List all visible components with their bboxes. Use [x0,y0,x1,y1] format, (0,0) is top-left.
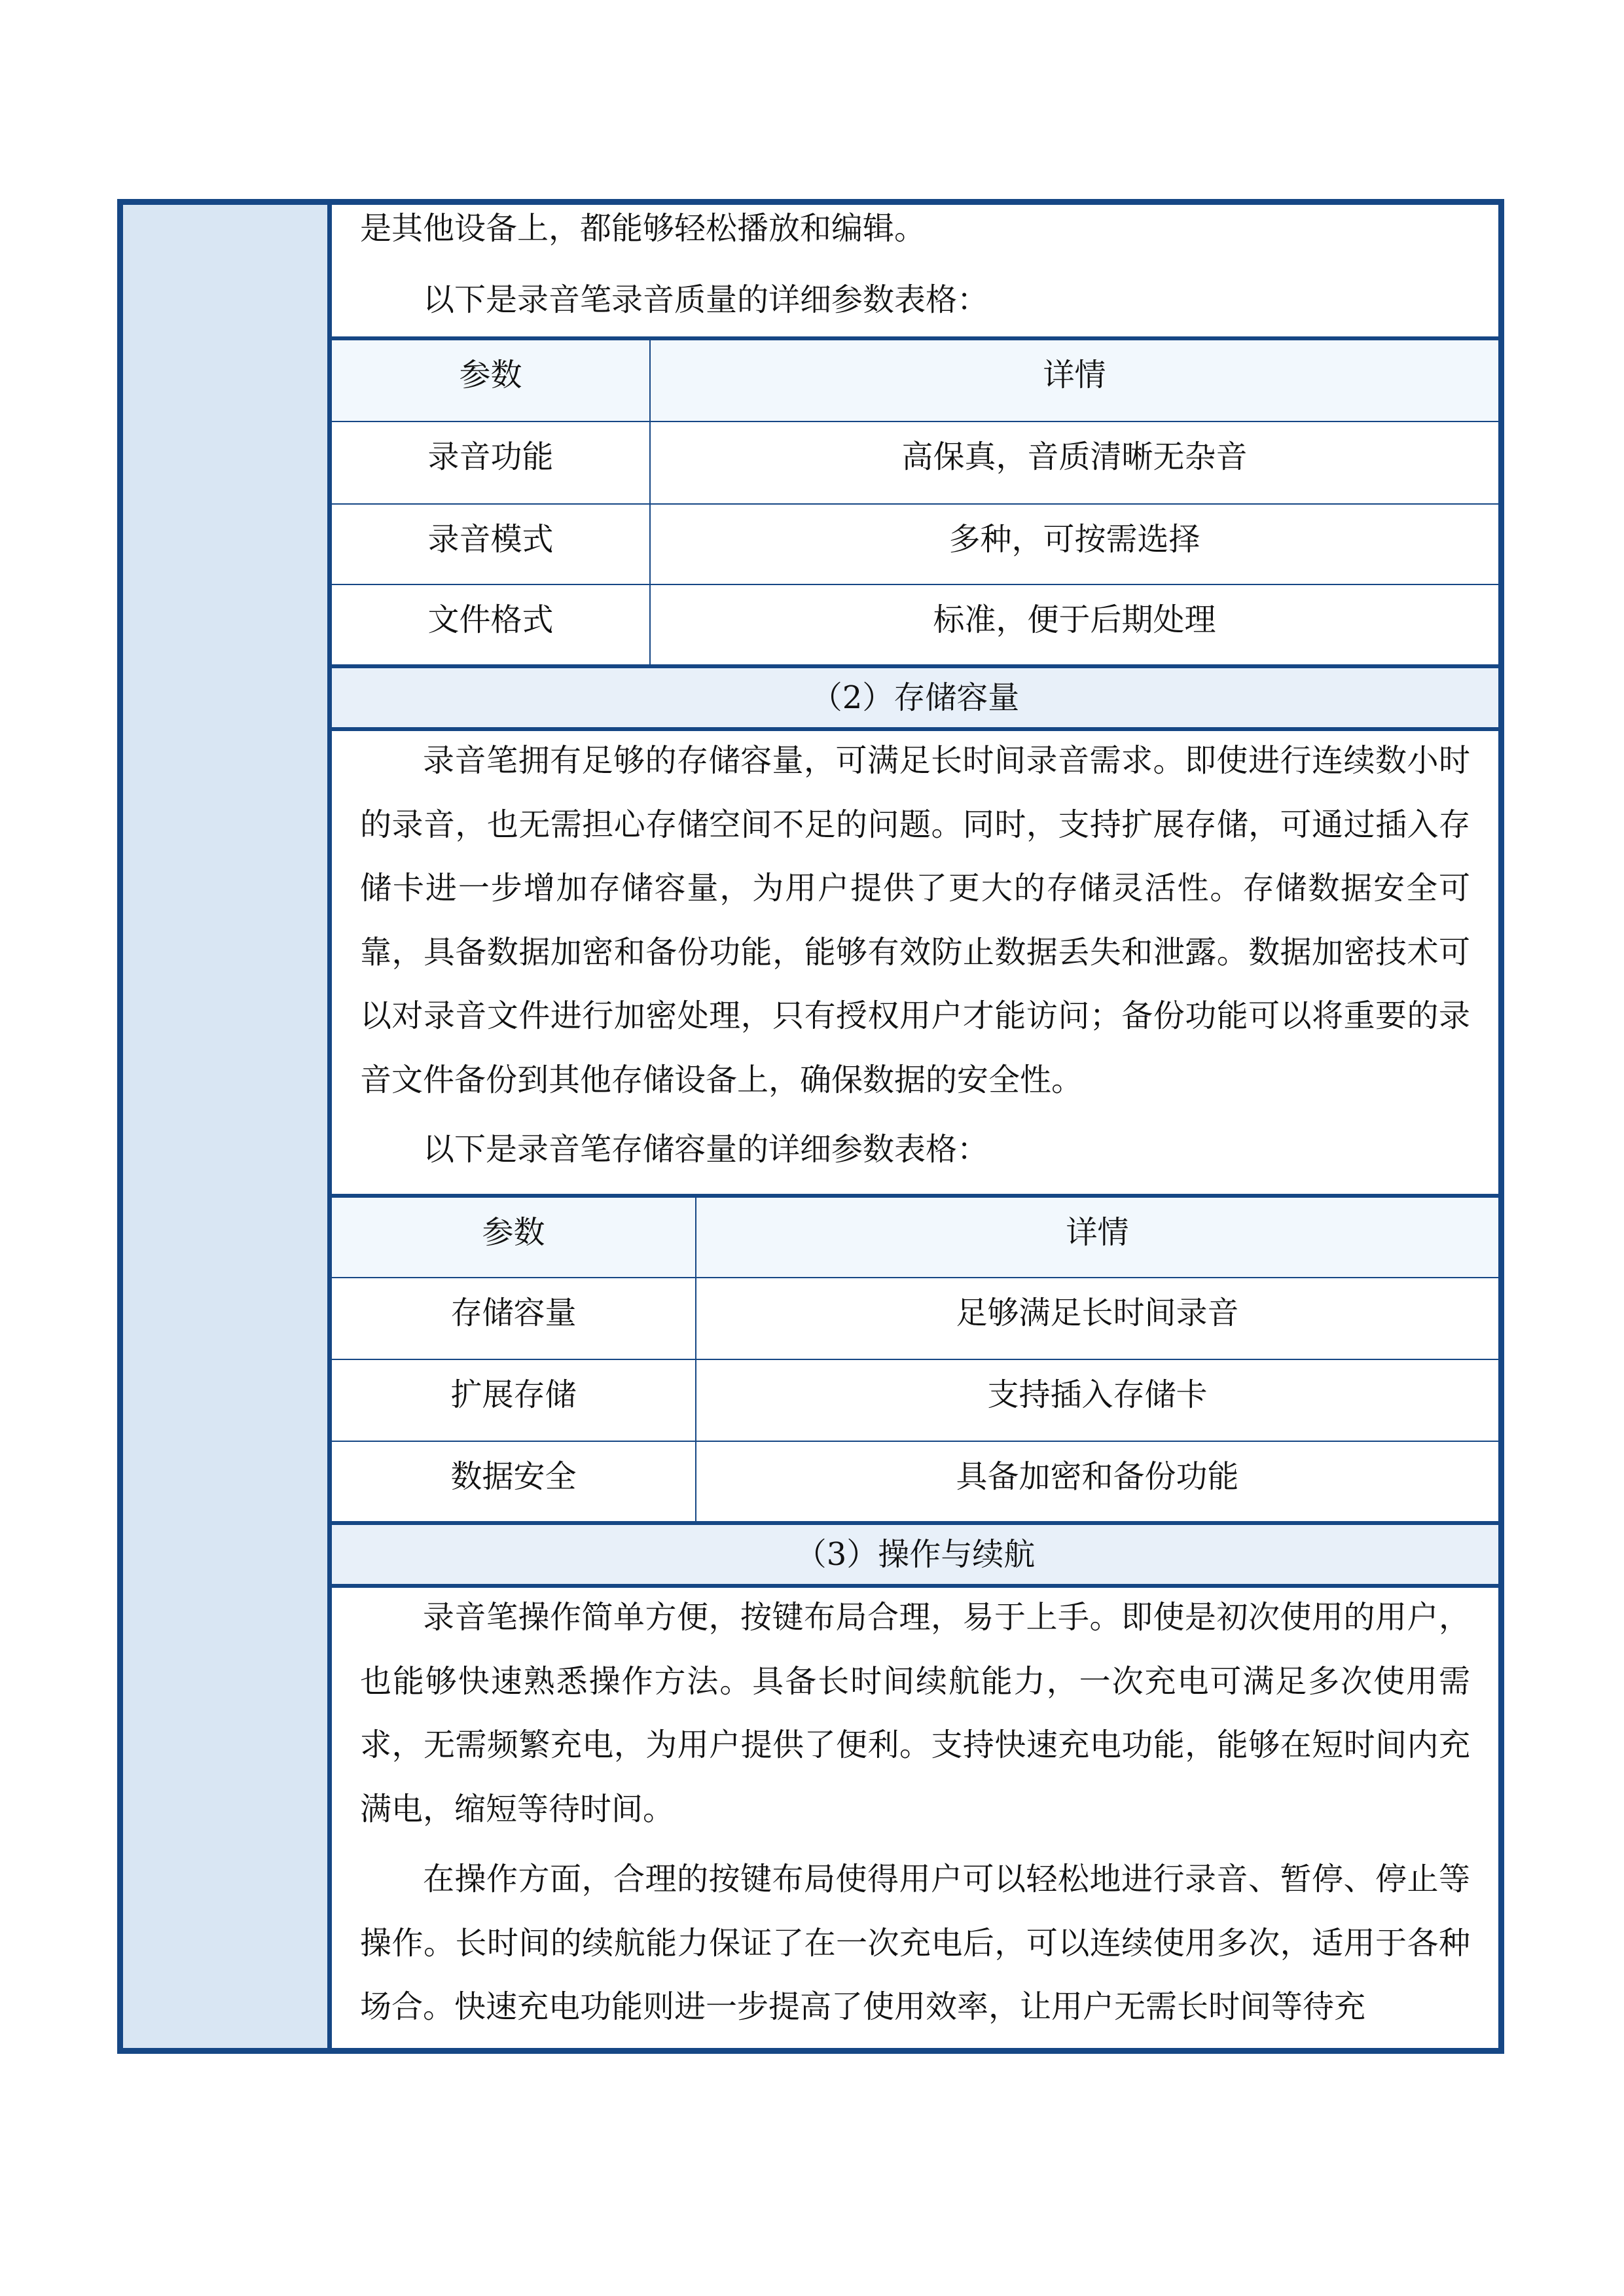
table-storage-capacity [332,1194,1498,1523]
cell: 扩展存储 [332,1359,696,1441]
header-cell: 详情 [650,338,1498,422]
table1-intro: 以下是录音笔录音质量的详细参数表格： [423,281,989,318]
cell: 多种，可按需选择 [650,504,1498,584]
header-cell: 详情 [696,1196,1498,1278]
table-row [332,1441,1498,1523]
table-row [332,584,1498,666]
header-cell: 参数 [332,338,650,422]
content-column [332,205,1498,2048]
document-frame [117,199,1504,2054]
table-row [332,422,1498,504]
cell: 高保真，音质清晰无杂音 [650,422,1498,504]
table-header-row [332,1196,1498,1278]
table-row [332,1278,1498,1359]
cell: 支持插入存储卡 [696,1359,1498,1441]
cell: 标准，便于后期处理 [933,601,1216,638]
section-heading-storage: （2）存储容量 [332,664,1498,731]
cell: 录音模式 [332,504,650,584]
operation-paragraph-1: 录音笔操作简单方便，按键布局合理，易于上手。即使是初次使用的用户，也能够快速熟悉操作方法。具备长时间续航能力，一次充电可满足多次使用需求，无需频繁充电，为用户提供了便利。支持快速充电功能，能够在短时间内充满电，缩短等待时间。 [360,1599,1470,1827]
table-header-row [332,338,1498,422]
storage-paragraph: 录音笔拥有足够的存储容量，可满足长时间录音需求。即使进行连续数小时的录音，也无需担心存储空间不足的问题。同时，支持扩展存储，可通过插入存储卡进一步增加存储容量，为用户提供了更大的存储灵活性。存储数据安全可靠，具备数据加密和备份功能，能够有效防止数据丢失和泄露。数据加密技术可以对录音文件进行加密处理，只有授权用户才能访问；备份功能可以将重要的录音文件备份到其他存储设备上，确保数据的安全性。 [360,742,1470,1098]
cell: 存储容量 [332,1278,696,1359]
intro-tail-text: 是其他设备上，都能够轻松播放和编辑。 [360,210,926,247]
table-row [332,1359,1498,1441]
table-recording-quality [332,336,1498,666]
cell: 录音功能 [332,422,650,504]
header-cell: 参数 [332,1196,696,1278]
table2-intro: 以下是录音笔存储容量的详细参数表格： [423,1131,989,1168]
cell: 具备加密和备份功能 [956,1458,1239,1495]
operation-paragraph-2: 在操作方面，合理的按键布局使得用户可以轻松地进行录音、暂停、停止等操作。长时间的续航能力保证了在一次充电后，可以连续使用多次，适用于各种场合。快速充电功能则进一步提高了使用效率，让用户无需长时间等待充 [360,1861,1470,2025]
section-heading-operation: （3）操作与续航 [332,1521,1498,1588]
cell: 数据安全 [332,1441,696,1523]
sidebar-column [123,205,332,2048]
cell: 足够满足长时间录音 [696,1278,1498,1359]
table-row [332,504,1498,584]
cell: 文件格式 [332,584,650,666]
